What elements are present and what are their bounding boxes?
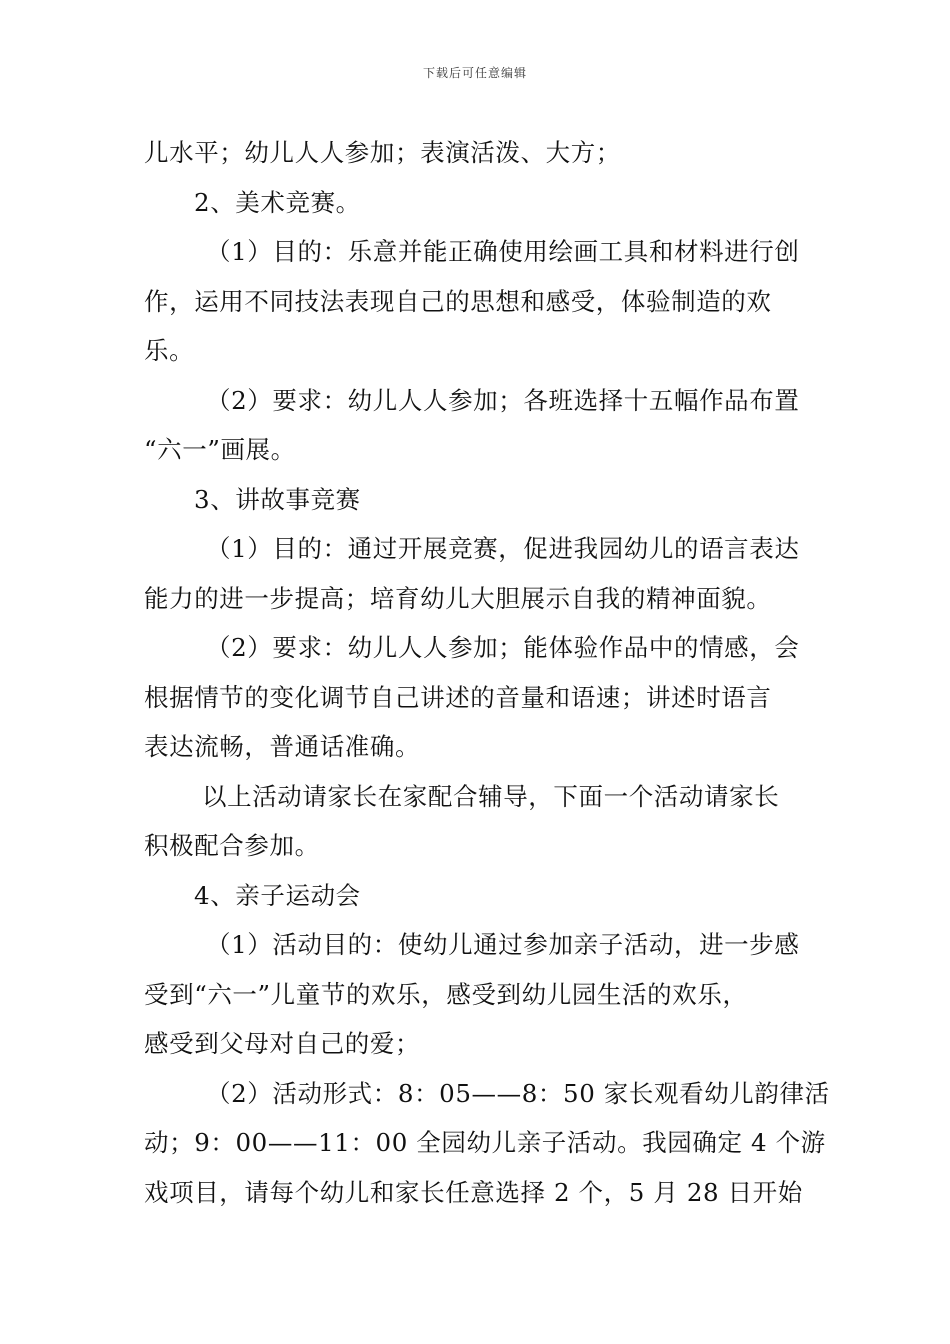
text-line: 受到“六一”儿童节的欢乐，感受到幼儿园生活的欢乐，	[144, 979, 748, 1009]
text-line: 4、亲子运动会	[194, 880, 361, 910]
text-line: 能力的进一步提高；培育幼儿大胆展示自我的精神面貌。	[144, 583, 772, 613]
text-line: （1）活动目的：使幼儿通过参加亲子活动，进一步感	[206, 930, 800, 959]
text-line: 戏项目，请每个幼儿和家长任意选择 2 个，5 月 28 日开始	[144, 1177, 803, 1207]
text-line: 2、美术竞赛。	[194, 187, 361, 217]
text-line: 以上活动请家长在家配合辅导，下面一个活动请家长	[202, 781, 780, 811]
page-header-note: 下载后可任意编辑	[422, 66, 527, 80]
text-line: 根据情节的变化调节自己讲述的音量和语速；讲述时语言	[144, 682, 772, 712]
text-line: 表达流畅，普通话准确。	[144, 732, 421, 761]
text-line: 感受到父母对自己的爱；	[144, 1029, 421, 1058]
text-line: （1）目的：乐意并能正确使用绘画工具和材料进行创	[206, 237, 800, 266]
text-line: 作，运用不同技法表现自己的思想和感受，体验制造的欢	[144, 286, 772, 316]
text-line: （1）目的：通过开展竞赛，促进我园幼儿的语言表达	[206, 534, 800, 563]
document-body	[144, 128, 830, 1217]
text-line: （2）活动形式：8：05——8：50 家长观看幼儿韵律活	[206, 1078, 830, 1108]
text-line: 积极配合参加。	[144, 831, 320, 860]
text-line: “六一”画展。	[144, 435, 296, 464]
text-line: （2）要求：幼儿人人参加；各班选择十五幅作品布置	[206, 385, 800, 415]
text-line: 3、讲故事竞赛	[194, 484, 361, 514]
text-line: 儿水平；幼儿人人参加；表演活泼、大方；	[144, 138, 621, 167]
text-line: 乐。	[144, 336, 195, 365]
text-line: 动；9：00——11：00 全园幼儿亲子活动。我园确定 4 个游	[144, 1128, 826, 1157]
text-line: （2）要求：幼儿人人参加；能体验作品中的情感，会	[206, 633, 800, 662]
